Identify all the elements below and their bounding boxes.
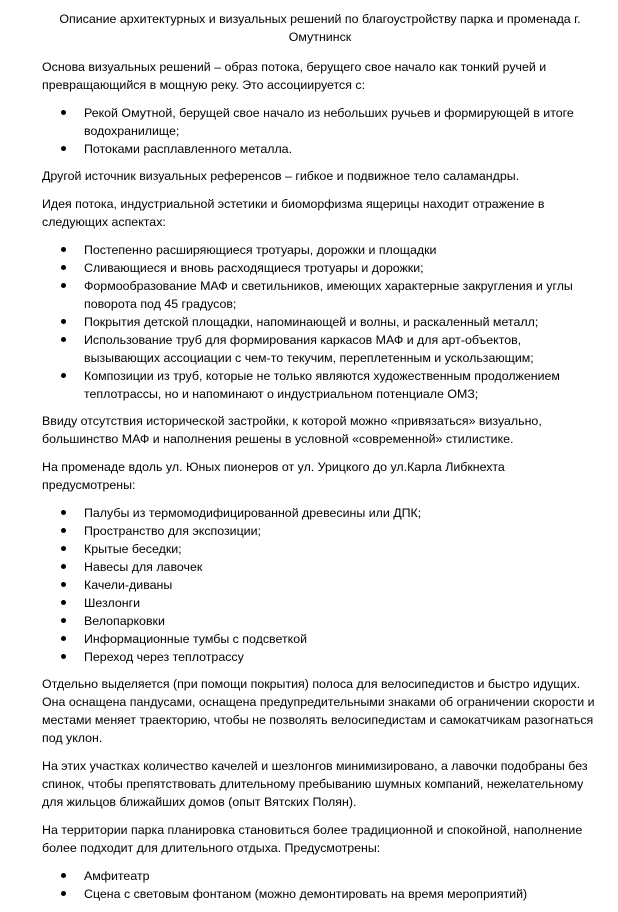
list-item bbox=[42, 612, 598, 630]
list-item bbox=[42, 648, 598, 666]
bullet-icon bbox=[61, 319, 66, 324]
list-item-text: Качели-диваны bbox=[84, 578, 173, 592]
list-item-text: Использование труб для формирования каркасов МАФ и для арт-объектов, вызывающих ассоциации с чем-то текучим, переплетенным и ускользающим; bbox=[84, 333, 534, 365]
list-item-text: Навесы для лавочек bbox=[84, 560, 203, 574]
paragraph-aspects: Идея потока, индустриальной эстетики и биоморфизма ящерицы находит отражение в следующих аспектах: bbox=[42, 197, 545, 229]
list-item-text: Велопарковки bbox=[84, 614, 165, 628]
list-item-text: Пространство для экспозиции; bbox=[84, 524, 261, 538]
bullet-icon bbox=[61, 618, 66, 623]
list-item bbox=[42, 504, 598, 522]
paragraph-park: На территории парка планировка становиться более традиционной и спокойной, наполнение более подходит для длительного отдыха. Предусмотрены: bbox=[42, 823, 583, 855]
list-item bbox=[42, 630, 598, 648]
list-item-text: Информационные тумбы с подсветкой bbox=[84, 632, 308, 646]
bullet-icon bbox=[61, 636, 66, 641]
list-item bbox=[42, 277, 598, 313]
list-item-text: Сцена с световым фонтаном (можно демонтировать на время мероприятий) bbox=[84, 887, 528, 901]
paragraph-intro: Основа визуальных решений – образ потока, берущего свое начало как тонкий ручей и превращающийся в мощную реку. Это ассоциируется с: bbox=[42, 60, 547, 92]
list-item bbox=[42, 367, 598, 403]
list-item bbox=[42, 594, 598, 612]
paragraph-bike-lane: Отдельно выделяется (при помощи покрытия) полоса для велосипедистов и быстро идущих. Она оснащена пандусами, оснащена предупредительными знаками об ограничении скорости и местами меняет траекторию, чтобы не позволять велосипедистам и самокатчикам разогнаться под уклон. bbox=[42, 677, 595, 745]
list-item-text: Композиции из труб, которые не только являются художественным продолжением теплотрассы, но и напоминают о индустриальном потенциале ОМЗ; bbox=[84, 369, 560, 401]
paragraph-promenade: На променаде вдоль ул. Юных пионеров от ул. Урицкого до ул.Карла Либкнехта предусмотрены: bbox=[42, 460, 505, 492]
list-item bbox=[42, 259, 598, 277]
bullet-icon bbox=[61, 265, 66, 270]
list-item-text: Палубы из термомодифицированной древесины или ДПК; bbox=[84, 506, 422, 520]
list-item-text: Крытые беседки; bbox=[84, 542, 182, 556]
list-item bbox=[42, 140, 598, 158]
bullet-icon bbox=[61, 546, 66, 551]
list-item bbox=[42, 540, 598, 558]
bullet-list-associations bbox=[42, 104, 598, 158]
list-item-text: Покрытия детской площадки, напоминающей и волны, и раскаленный металл; bbox=[84, 315, 539, 329]
list-item-text: Амфитеатр bbox=[84, 869, 150, 883]
list-item-text: Постепенно расширяющиеся тротуары, дорожки и площадки bbox=[84, 243, 437, 257]
paragraph-salamander: Другой источник визуальных референсов – гибкое и подвижное тело саламандры. bbox=[42, 169, 520, 183]
paragraph-style: Ввиду отсутствия исторической застройки, к которой можно «привязаться» визуально, большинство МАФ и наполнения решены в условной «современной» стилистике. bbox=[42, 414, 542, 446]
list-item bbox=[42, 241, 598, 259]
bullet-icon bbox=[61, 337, 66, 342]
list-item bbox=[42, 558, 598, 576]
list-item bbox=[42, 867, 598, 885]
bullet-icon bbox=[61, 146, 66, 151]
list-item-text: Переход через теплотрассу bbox=[84, 650, 244, 664]
bullet-icon bbox=[61, 283, 66, 288]
bullet-icon bbox=[61, 110, 66, 115]
bullet-icon bbox=[61, 528, 66, 533]
bullet-icon bbox=[61, 247, 66, 252]
bullet-icon bbox=[61, 582, 66, 587]
list-item bbox=[42, 522, 598, 540]
list-item-text: Шезлонги bbox=[84, 596, 141, 610]
bullet-icon bbox=[61, 891, 66, 896]
bullet-list-promenade bbox=[42, 504, 598, 666]
list-item bbox=[42, 313, 598, 331]
bullet-icon bbox=[61, 654, 66, 659]
list-item bbox=[42, 885, 598, 903]
document-title: Описание архитектурных и визуальных решений по благоустройству парка и променада г. Омутнинск bbox=[59, 12, 581, 44]
bullet-icon bbox=[61, 873, 66, 878]
bullet-icon bbox=[61, 373, 66, 378]
bullet-icon bbox=[61, 564, 66, 569]
bullet-icon bbox=[61, 510, 66, 515]
bullet-list-park bbox=[42, 867, 598, 903]
bullet-icon bbox=[61, 600, 66, 605]
list-item-text: Потоками расплавленного металла. bbox=[84, 142, 293, 156]
paragraph-benches: На этих участках количество качелей и шезлонгов минимизировано, а лавочки подобраны без спинок, чтобы препятствовать длительному пребыванию шумных компаний, нежелательному для жильцов ближайших домов (опыт Вятских Полян). bbox=[42, 759, 588, 809]
bullet-list-aspects bbox=[42, 241, 598, 403]
list-item-text: Сливающиеся и вновь расходящиеся тротуары и дорожки; bbox=[84, 261, 424, 275]
list-item bbox=[42, 331, 598, 367]
list-item-text: Формообразование МАФ и светильников, имеющих характерные закругления и углы поворота под 45 градусов; bbox=[84, 279, 573, 311]
list-item-text: Рекой Омутной, берущей свое начало из небольших ручьев и формирующей в итоге водохранилище; bbox=[84, 106, 574, 138]
list-item bbox=[42, 104, 598, 140]
document-page bbox=[42, 10, 598, 912]
list-item bbox=[42, 576, 598, 594]
